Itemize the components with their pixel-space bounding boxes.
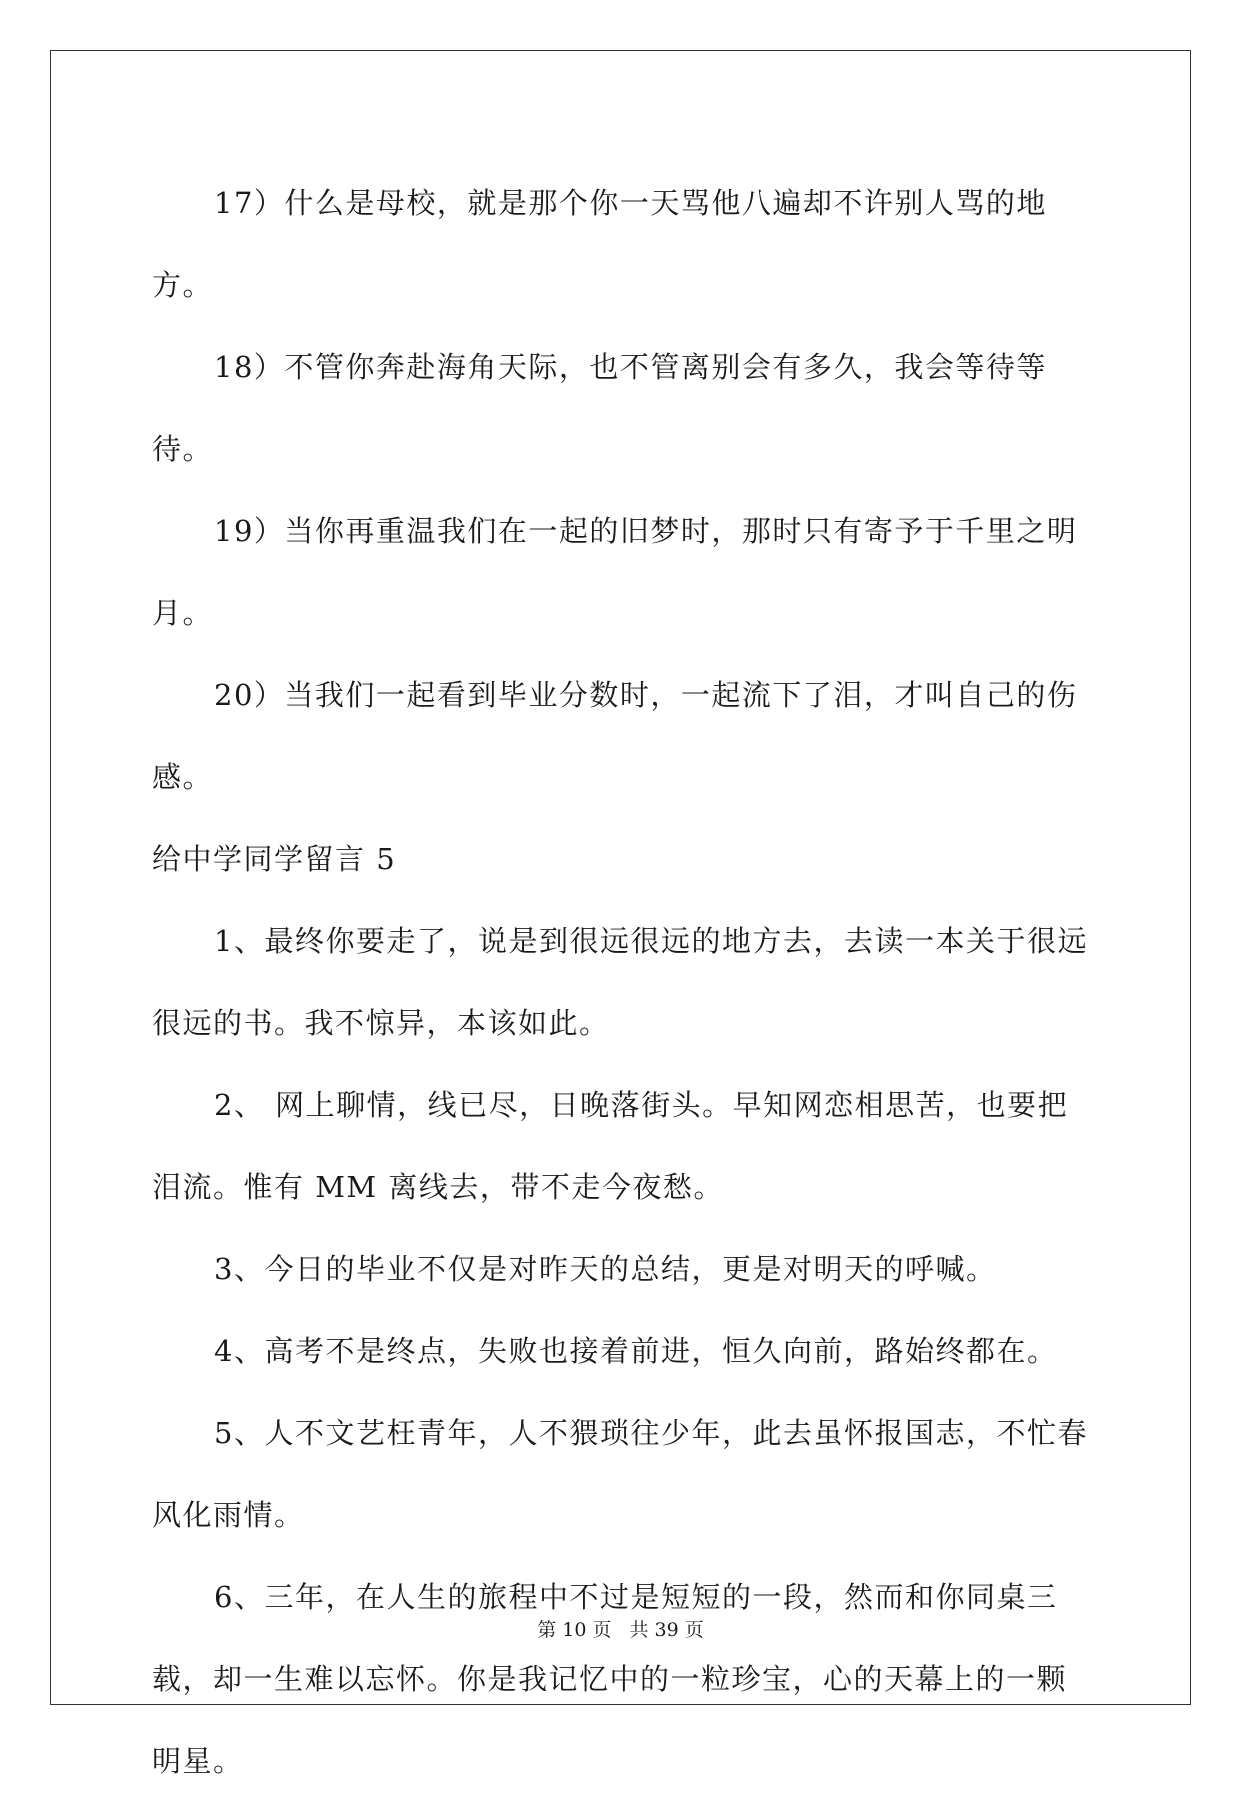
page-footer bbox=[0, 1618, 1241, 1642]
paragraph-4: 4、高考不是终点，失败也接着前进，恒久向前，路始终都在。 bbox=[214, 1334, 1058, 1368]
paragraph-18: 18）不管你奔赴海角天际，也不管离别会有多久，我会等待等待。 bbox=[152, 350, 1047, 466]
paragraph-17: 17）什么是母校，就是那个你一天骂他八遍却不许别人骂的地方。 bbox=[152, 186, 1047, 302]
section-heading: 给中学同学留言 5 bbox=[152, 842, 397, 876]
total-page-count: 共 39 页 bbox=[629, 1619, 704, 1641]
paragraph-1: 1、最终你要走了，说是到很远很远的地方去，去读一本关于很远很远的书。我不惊异，本该如此。 bbox=[152, 924, 1088, 1040]
current-page-number: 第 10 页 bbox=[537, 1619, 612, 1641]
paragraph-2: 2、 网上聊情，线已尽，日晚落街头。早知网恋相思苦，也要把泪流。惟有 MM 离线去，带不走今夜愁。 bbox=[152, 1088, 1069, 1204]
paragraph-19: 19）当你再重温我们在一起的旧梦时，那时只有寄予于千里之明月。 bbox=[152, 514, 1078, 630]
paragraph-3: 3、今日的毕业不仅是对昨天的总结，更是对明天的呼喊。 bbox=[214, 1252, 997, 1286]
paragraph-20: 20）当我们一起看到毕业分数时，一起流下了泪，才叫自己的伤感。 bbox=[152, 678, 1078, 794]
paragraph-5: 5、人不文艺枉青年，人不猥琐往少年，此去虽怀报国志，不忙春风化雨情。 bbox=[152, 1416, 1088, 1532]
document-body bbox=[152, 162, 1092, 1802]
paragraph-6: 6、三年，在人生的旅程中不过是短短的一段，然而和你同桌三载，却一生难以忘怀。你是我记忆中的一粒珍宝，心的天幕上的一颗明星。 bbox=[152, 1580, 1068, 1778]
